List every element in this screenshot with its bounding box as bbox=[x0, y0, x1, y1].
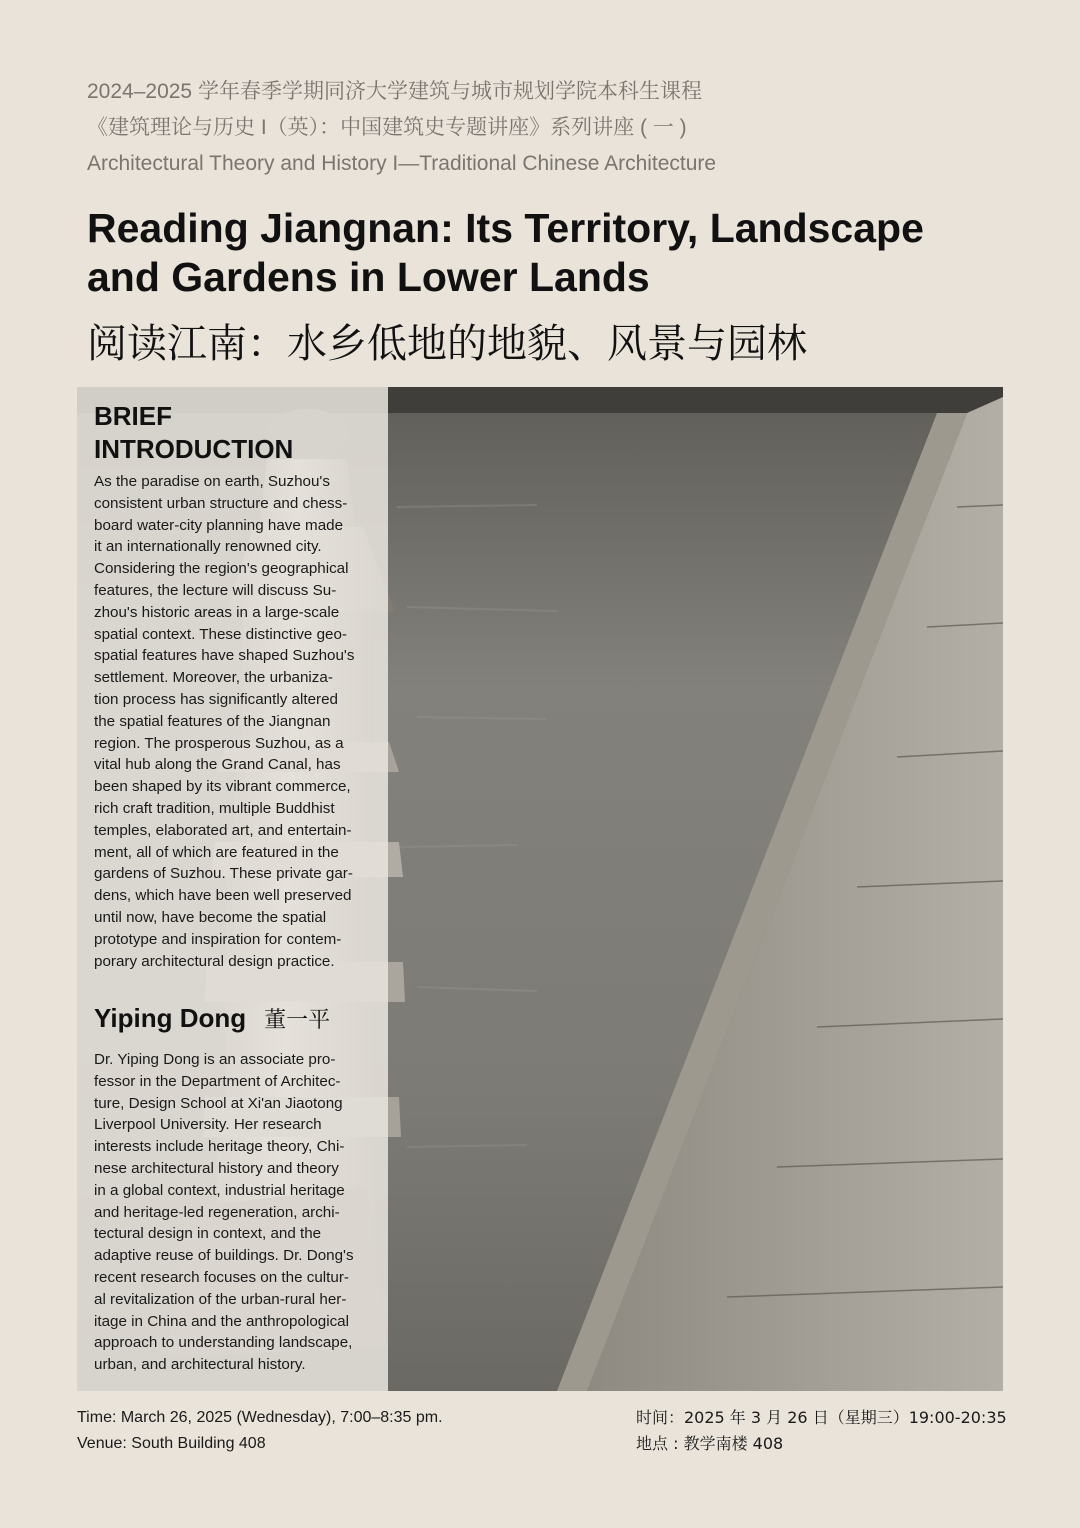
course-header-line-3: Architectural Theory and History I—Traditional Chinese Architecture bbox=[87, 152, 717, 175]
speaker-name-cn: 董一平 bbox=[264, 1008, 331, 1033]
event-venue-cn: 地点 : 教学南楼 408 bbox=[636, 1434, 784, 1453]
course-header-line-1: 2024–2025 学年春季学期同济大学建筑与城市规划学院本科生课程 bbox=[87, 80, 702, 103]
event-time-cn: 时间：2025 年 3 月 26 日（星期三）19:00-20:35 bbox=[636, 1408, 1007, 1427]
event-details-en bbox=[77, 1405, 577, 1457]
speaker-name bbox=[94, 1000, 384, 1039]
lecture-title-en-line-2: and Gardens in Lower Lands bbox=[87, 254, 650, 300]
lecture-title-cn: 阅读江南：水乡低地的地貌、风景与园林 bbox=[87, 321, 807, 367]
speaker-bio: Dr. Yiping Dong is an associate pro- fessor in the Department of Architec- ture, Design School at Xi'an Jiaotong Liverpool University. Her research interests include heritage theory, Chi- nese architectural history and theory in a global context, industrial heritage and heritage-led regeneration, archi- tectural design in context, and the adaptive reuse of buildings. Dr. Dong's recent research focuses on the cultur- al revitalization of the urban-rural her- itage in China and the anthropological approach to understanding landscape, urban, and architectural history. bbox=[94, 1051, 354, 1374]
intro-body: As the paradise on earth, Suzhou's consistent urban structure and chess- board water-city planning have made it an internationally renowned city. Considering the region's geographical features, the lecture will discuss Su- zhou's historic areas in a large-scale spatial context. These distinctive geo- spatial features have shaped Suzhou's settlement. Moreover, the urbaniza- tion process has significantly altered the spatial features of the Jiangnan region. The prosperous Suzhou, as a vital hub along the Grand Canal, has been shaped by its vibrant commerce, rich craft tradition, multiple Buddhist temples, elaborated art, and entertain- ment, all of which are featured in the gardens of Suzhou. These private gar- dens, which have been well preserved until now, have become the spatial prototype and inspiration for contem- porary architectural design practice. bbox=[94, 473, 355, 970]
course-header bbox=[87, 74, 987, 182]
speaker-name-en: Yiping Dong bbox=[94, 1003, 247, 1033]
event-details-cn bbox=[636, 1405, 1056, 1457]
event-venue-en: Venue: South Building 408 bbox=[77, 1435, 266, 1452]
lecture-title-en bbox=[87, 204, 1007, 302]
lecture-title-en-line-1: Reading Jiangnan: Its Territory, Landscape bbox=[87, 205, 924, 251]
intro-heading bbox=[94, 400, 374, 466]
intro-heading-line-1: BRIEF bbox=[94, 401, 172, 431]
intro-heading-line-2: INTRODUCTION bbox=[94, 434, 294, 464]
course-header-line-2: 《建筑理论与历史 I（英）：中国建筑史专题讲座》系列讲座 ( 一 ) bbox=[87, 116, 687, 139]
event-time-en: Time: March 26, 2025 (Wednesday), 7:00–8:35 pm. bbox=[77, 1409, 443, 1426]
